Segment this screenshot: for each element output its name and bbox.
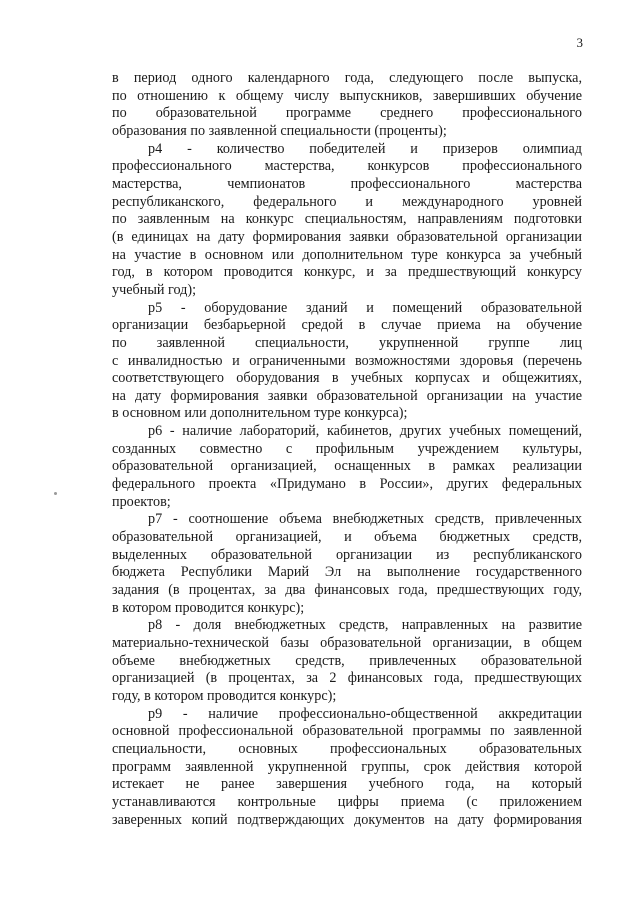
text-line: федерального проекта «Придумано в России», других федеральных [112, 476, 582, 493]
text-line: мастерства, чемпионатов профессионального мастерства [112, 175, 582, 192]
text-line: учебный год); [112, 281, 197, 298]
text-line: образовательной организацией, и объема бюджетных средств, [112, 529, 582, 546]
text-line: на участие в основном или дополнительном туре конкурса за учебный [112, 246, 582, 263]
text-line: проектов; [112, 493, 171, 510]
paragraph-p7 [112, 511, 582, 617]
text-line: устанавливаются контрольные цифры приема (с приложением [112, 793, 582, 810]
text-line: по отношению к общему числу выпускников, завершивших обучение [112, 87, 582, 104]
text-line: в период одного календарного года, следующего после выпуска, [112, 70, 582, 86]
page-number: 3 [576, 35, 583, 50]
paragraph-p9 [112, 706, 582, 830]
text-line: специальности, основных профессиональных образовательных [112, 740, 582, 757]
text-line: профессионального мастерства, конкурсов профессионального [112, 158, 582, 175]
text-line: образования по заявленной специальности (проценты); [112, 122, 447, 139]
paragraph-p8 [112, 617, 582, 705]
text-line: заверенных копий подтверждающих документов на дату формирования [112, 811, 582, 828]
text-line: организации безбарьерной средой в случае приема на обучение [112, 317, 582, 334]
text-line: на дату формирования заявки образовательной организации на участие [112, 387, 582, 404]
text-line: р8 - доля внебюджетных средств, направленных на развитие [148, 617, 582, 634]
text-line: в основном или дополнительном туре конкурса); [112, 405, 408, 422]
margin-dot [54, 492, 57, 495]
text-line: по заявленной специальности, укрупненной группе лиц [112, 334, 582, 351]
paragraph-continuation [112, 70, 582, 141]
text-line: соответствующего оборудования в учебных корпусах и общежитиях, [112, 370, 582, 387]
text-line: р4 - количество победителей и призеров олимпиад [148, 140, 582, 157]
text-line: р9 - наличие профессионально-общественной аккредитации [148, 705, 582, 722]
text-line: р6 - наличие лабораторий, кабинетов, других учебных помещений, [148, 423, 582, 440]
text-line: р5 - оборудование зданий и помещений образовательной [148, 299, 582, 316]
document-body [112, 70, 582, 829]
text-line: созданных совместно с профильным учреждением культуры, [112, 440, 582, 457]
text-line: республиканского, федерального и международного уровней [112, 193, 582, 210]
text-line: образовательной организацией, оснащенных в рамках реализации [112, 458, 582, 475]
text-line: (в единицах на дату формирования заявки образовательной организации [112, 228, 582, 245]
text-line: по заявленным на конкурс специальностям, направлениям подготовки [112, 211, 582, 228]
text-line: р7 - соотношение объема внебюджетных средств, привлеченных [148, 511, 582, 528]
text-line: с инвалидностью и ограниченными возможностями здоровья (перечень [112, 352, 582, 369]
text-line: выделенных образовательной организации из республиканского [112, 546, 582, 563]
text-line: организацией (в процентах, за 2 финансовых года, предшествующих [112, 670, 582, 687]
text-line: объеме внебюджетных средств, привлеченных образовательной [112, 652, 582, 669]
text-line: год, в котором проводится конкурс, и за предшествующий конкурсу [112, 264, 582, 281]
text-line: задания (в процентах, за два финансовых года, предшествующих году, [112, 582, 582, 599]
text-line: году, в котором проводится конкурс); [112, 687, 337, 704]
text-line: по образовательной программе среднего профессионального [112, 105, 582, 122]
text-line: программ заявленной укрупненной группы, срок действия которой [112, 758, 582, 775]
paragraph-p4 [112, 141, 582, 300]
text-line: истекает не ранее завершения учебного года, на который [112, 776, 582, 793]
text-line: в котором проводится конкурс); [112, 599, 305, 616]
text-line: материально-технической базы образовательной организации, в общем [112, 635, 582, 651]
paragraph-p6 [112, 423, 582, 511]
text-line: бюджета Республики Марий Эл на выполнение государственного [112, 564, 582, 581]
paragraph-p5 [112, 300, 582, 424]
text-line: основной профессиональной образовательной программы по заявленной [112, 723, 582, 740]
